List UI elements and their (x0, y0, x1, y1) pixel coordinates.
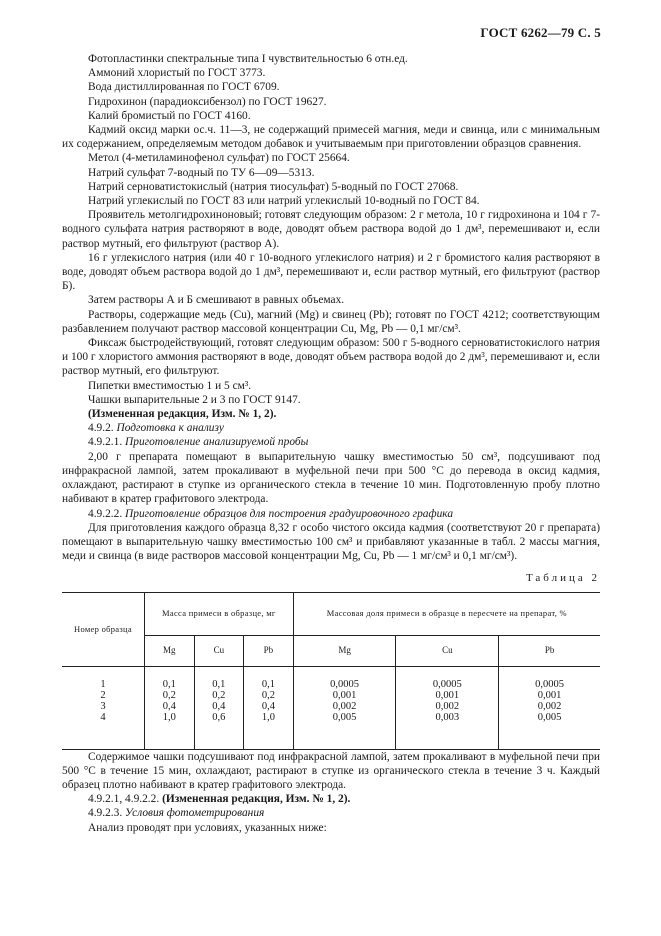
edit-note (62, 792, 600, 806)
table-cell: 0,0005 (293, 666, 396, 690)
paragraph: Анализ проводят при условиях, указанных ниже: (88, 821, 327, 834)
table-cell: 0,005 (293, 712, 396, 750)
edit-note: (Измененная редакция, Изм. № 1, 2). (88, 408, 277, 421)
paragraph: Пипетки вместимостью 1 и 5 см³. (88, 379, 252, 392)
paragraph: 2,00 г препарата помещают в выпарительную чашку вместимостью 50 см³, подсушивают под инфракрасной лампой, затем прокаливают в муфельной печи при 500 °С до перевода в оксид кадмия, охлаждают, растирают в ступке из органического стекла в течение 10 мин. Подготовленную пробу плотно набивают в кратер графитового электрода. (62, 450, 600, 506)
section-heading (62, 806, 600, 820)
table-cell: 0,001 (537, 689, 562, 701)
table-cell: 0,001 (396, 690, 499, 701)
paragraph: Затем растворы А и Б смешивают в равных объемах. (88, 294, 345, 307)
table-cell: 0,0005 (535, 678, 565, 690)
table-subheader: Pb (244, 635, 294, 666)
table-row (62, 701, 600, 712)
paragraph: Содержимое чашки подсушивают под инфракрасной лампой, затем прокаливают в муфельной печи при 500 °С в течение 15 мин, охлаждают, растирают в ступке из органического стекла в течение 3 ч. Каждый образец плотно набивают в кратер графитового электрода. (62, 750, 600, 791)
section-heading (62, 421, 600, 435)
paragraph: Натрий углекислый по ГОСТ 83 или натрий углекислый 10-водный по ГОСТ 84. (88, 195, 480, 208)
edit-note-text: (Измененная редакция, Изм. № 1, 2). (162, 793, 351, 806)
paragraph: Чашки выпарительные 2 и 3 по ГОСТ 9147. (88, 393, 301, 406)
table-subheader: Pb (499, 635, 600, 666)
data-table (62, 592, 600, 750)
paragraph: Фиксаж быстродействующий, готовят следующим образом: 500 г 5-водного серноватистокислого натрия и 100 г хлористого аммония растворяют в воде, доводят объем раствора водой до 2 дм³, перемешивают и, если раствор мутный, его фильтруют. (62, 337, 600, 378)
paragraph: Фотопластинки спектральные типа I чувствительностью 6 отн.ед. (88, 53, 408, 65)
table-cell: 1,0 (244, 712, 294, 750)
table-row (62, 690, 600, 701)
table-cell: 0,002 (537, 700, 562, 712)
section-title: Подготовка к анализу (116, 422, 224, 435)
table-cell: 0,6 (194, 712, 244, 750)
section-number: 4.9.2.3. (88, 807, 123, 820)
table-header-sample: Номер образца (62, 592, 145, 666)
paragraph: Калий бромистый по ГОСТ 4160. (88, 109, 251, 122)
table-cell: 1 (62, 666, 145, 690)
paragraph: 16 г углекислого натрия (или 40 г 10-водного углекислого натрия) и 2 г бромистого калия растворяют в воде, доводят объем раствора водой до 1 дм³, перемешивают и, если раствор мутный, его фильтруют (раствор Б). (62, 251, 600, 293)
section-title: Приготовление образцов для построения градуировочного графика (125, 507, 454, 520)
table-cell: 0,1 (244, 666, 294, 690)
table-cell: 0,4 (194, 701, 244, 712)
table-cell: 0,2 (145, 690, 195, 701)
paragraph: Для приготовления каждого образца 8,32 г особо чистого оксида кадмия (соответствуют 20 г препарата) помещают в выпарительную чашку вместимостью 100 см³ и прибавляют указанные в табл. 2 массы магния, меди и свинца (в виде растворов массовой концентрации Mg, Cu, Pb — 1 мг/см³ и 0,1 мг/см³). (62, 521, 600, 563)
table-cell: 0,4 (244, 701, 294, 712)
paragraph: Натрий сульфат 7-водный по ТУ 6—09—5313. (88, 166, 315, 179)
section-number: 4.9.2.2. (88, 507, 123, 520)
table-cell: 0,001 (293, 690, 396, 701)
table-cell: 0,4 (145, 701, 195, 712)
section-number: 4.9.2.1. (88, 436, 123, 449)
table-cell: 0,2 (244, 690, 294, 701)
document-body (62, 52, 600, 835)
paragraph: Метол (4-метиламинофенол сульфат) по ГОСТ 25664. (88, 152, 350, 165)
table-subheader: Cu (194, 635, 244, 666)
section-number: 4.9.2. (88, 422, 114, 435)
table-header-fraction: Массовая доля примеси в образце в пересчете на препарат, % (293, 592, 600, 635)
table-cell: 0,005 (537, 711, 562, 723)
section-title: Условия фотометрирования (125, 807, 265, 820)
paragraph: Натрий серноватистокислый (натрия тиосульфат) 5-водный по ГОСТ 27068. (88, 180, 459, 193)
table-caption: Таблица 2 (525, 572, 600, 585)
table-cell: 0,1 (145, 666, 195, 690)
table-subheader: Mg (293, 635, 396, 666)
paragraph: Аммоний хлористый по ГОСТ 3773. (88, 67, 266, 80)
paragraph: Проявитель метолгидрохиноновый; готовят следующим образом: 2 г метола, 10 г гидрохинона и 104 г 7-водного сульфата натрия растворяют в воде, доводят объем раствора водой до 1 дм³, перемешивают и, если раствор мутный, его фильтруют (раствор А). (62, 209, 600, 250)
paragraph: Гидрохинон (парадиоксибензол) по ГОСТ 19627. (88, 95, 327, 108)
page-header: ГОСТ 6262—79 С. 5 (480, 25, 601, 40)
table-cell: 0,002 (396, 701, 499, 712)
table-cell: 2 (62, 690, 145, 701)
table-cell: 0,003 (396, 712, 499, 750)
section-heading (62, 435, 600, 449)
paragraph: Вода дистиллированная по ГОСТ 6709. (88, 81, 280, 94)
table-row (62, 712, 600, 750)
table-cell: 0,0005 (396, 666, 499, 690)
table-cell: 0,1 (194, 666, 244, 690)
table-subheader: Cu (396, 635, 499, 666)
table-cell: 0,2 (194, 690, 244, 701)
table-cell: 3 (62, 701, 145, 712)
paragraph: Растворы, содержащие медь (Cu), магний (Mg) и свинец (Pb); готовят по ГОСТ 4212; соответствующим разбавлением получают раствор массовой концентрации Cu, Mg, Pb — 0,1 мг/см³. (62, 308, 600, 335)
edit-note-ref: 4.9.2.1, 4.9.2.2. (88, 793, 160, 806)
table-row (62, 666, 600, 690)
paragraph: Кадмий оксид марки ос.ч. 11—3, не содержащий примесей магния, меди и свинца, или с минимальным их содержанием, определяемым методом добавок и учитываемым при приготовлении образцов сравнения. (62, 124, 600, 151)
table-cell: 1,0 (145, 712, 195, 750)
table-subheader: Mg (145, 635, 195, 666)
table-header-mass: Масса примеси в образце, мг (145, 592, 294, 635)
section-title: Приготовление анализируемой пробы (125, 436, 309, 449)
section-heading (62, 507, 600, 521)
table-cell: 0,002 (293, 701, 396, 712)
table-cell: 4 (62, 712, 145, 750)
